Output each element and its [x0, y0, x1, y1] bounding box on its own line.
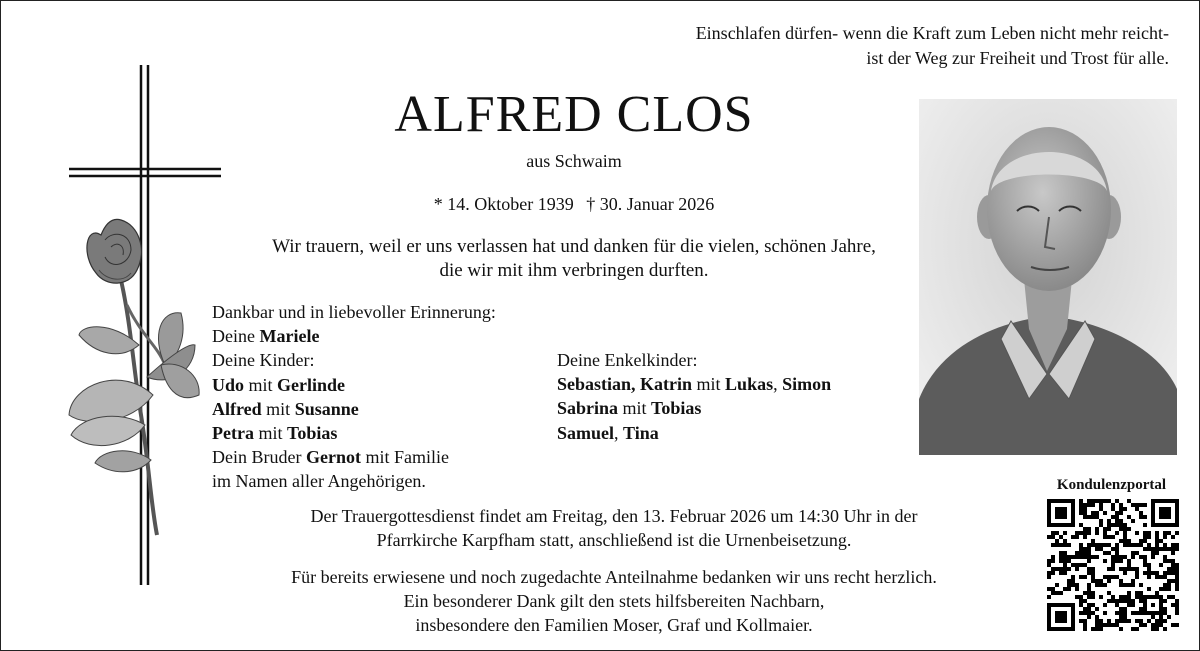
thanks-text — [201, 565, 1027, 637]
thanks-line-3: insbesondere den Familien Moser, Graf und Kollmaier. — [415, 615, 813, 635]
motto-line-1: Einschlafen dürfen- wenn die Kraft zum Leben nicht mehr reicht- — [695, 23, 1169, 43]
thanks-line-2: Ein besonderer Dank gilt den stets hilfsbereiten Nachbarn, — [403, 591, 825, 611]
death-date: † 30. Januar 2026 — [586, 194, 715, 214]
life-dates — [301, 194, 847, 215]
portrait-photo — [919, 99, 1177, 455]
brother-name: Gernot — [305, 447, 361, 468]
mourners-list — [212, 300, 496, 494]
service-line-2: Pfarrkirche Karpfham statt, anschließend ist die Urnenbeisetzung. — [376, 530, 852, 550]
grandchildren-label: Deine Enkelkinder: — [557, 350, 698, 370]
grandchildren-list — [557, 348, 831, 445]
motto-quote — [696, 21, 1169, 71]
birth-date: * 14. Oktober 1939 — [433, 194, 574, 214]
grandchild-line: Sebastian, Katrin mit Lukas, Simon — [557, 374, 832, 395]
qr-label: Kondulenzportal — [1056, 477, 1167, 493]
child-line: Udo mit Gerlinde — [212, 374, 346, 395]
motto-line-2: ist der Weg zur Freiheit und Trost für alle. — [866, 48, 1169, 68]
mourning-line-1: Wir trauern, weil er uns verlassen hat und danken für die vielen, schönen Jahre, — [272, 236, 876, 257]
service-line-1: Der Trauergottesdienst findet am Freitag, den 13. Februar 2026 um 14:30 Uhr in der — [310, 506, 918, 526]
grandchild-line: Samuel, Tina — [557, 422, 659, 443]
brother-line: Dein Bruder Gernot mit Familie — [212, 447, 449, 468]
wife-name: Mariele — [259, 326, 320, 347]
closing-line: im Namen aller Angehörigen. — [212, 471, 426, 492]
origin-place: aus Schwaim — [526, 151, 622, 171]
children-label: Deine Kinder: — [212, 350, 315, 371]
grandchild-line: Sabrina mit Tobias — [557, 398, 702, 419]
mourning-text — [161, 235, 987, 283]
child-line: Alfred mit Susanne — [212, 398, 359, 419]
child-line: Petra mit Tobias — [212, 423, 338, 444]
mourning-line-2: die wir mit ihm verbringen durften. — [439, 260, 709, 281]
qr-code-icon[interactable] — [1047, 499, 1179, 631]
deceased-name: ALFRED CLOS — [394, 86, 754, 143]
service-info — [201, 504, 1027, 552]
thanks-line-1: Für bereits erwiesene und noch zugedachte Anteilnahme bedanken wir uns recht herzlich. — [291, 567, 937, 587]
wife-line: Deine Mariele — [212, 326, 320, 347]
mourners-heading: Dankbar und in liebevoller Erinnerung: — [212, 302, 496, 322]
